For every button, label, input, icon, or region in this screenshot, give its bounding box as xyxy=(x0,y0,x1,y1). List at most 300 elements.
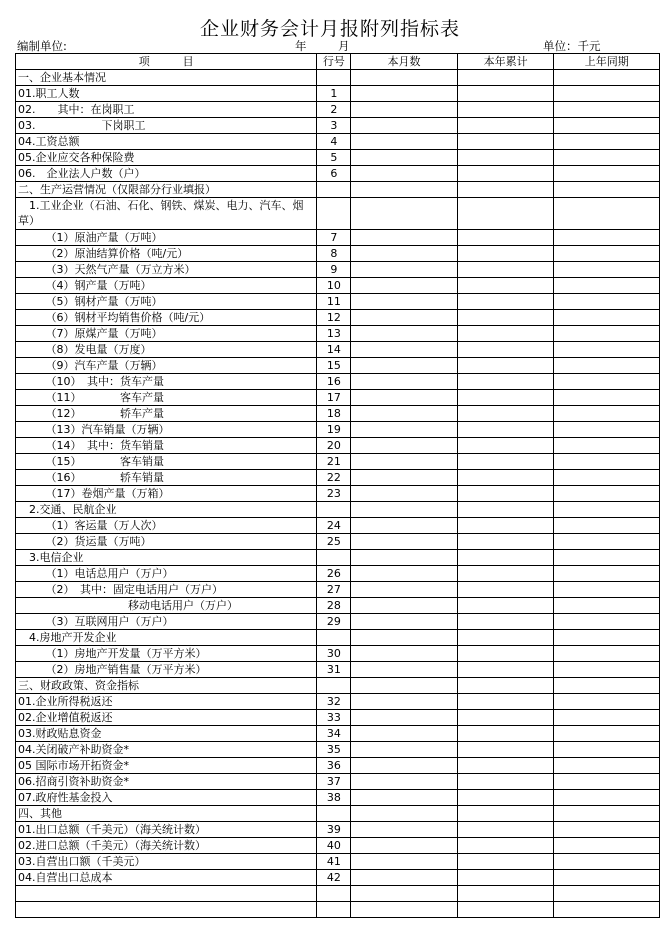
item-cell: 03.财政贴息资金 xyxy=(16,726,317,742)
current-month-cell[interactable] xyxy=(351,182,457,198)
year-to-date-cell[interactable] xyxy=(457,390,554,406)
current-month-cell[interactable] xyxy=(351,534,457,550)
line-no-cell xyxy=(317,198,351,230)
year-to-date-cell[interactable] xyxy=(457,630,554,646)
year-to-date-cell[interactable] xyxy=(457,582,554,598)
item-cell: （6）钢材平均销售价格（吨/元） xyxy=(16,310,317,326)
year-to-date-cell[interactable] xyxy=(457,470,554,486)
current-month-cell[interactable] xyxy=(351,134,457,150)
line-no-cell: 11 xyxy=(317,294,351,310)
blank-grid-cell xyxy=(351,886,457,902)
current-month-cell[interactable] xyxy=(351,166,457,182)
item-cell: 01.出口总额（千美元）（海关统计数） xyxy=(16,822,317,838)
year-to-date-cell[interactable] xyxy=(457,294,554,310)
line-no-cell xyxy=(317,70,351,86)
current-month-cell[interactable] xyxy=(351,598,457,614)
line-no-cell: 23 xyxy=(317,486,351,502)
prior-year-cell[interactable] xyxy=(554,310,660,326)
line-no-cell: 39 xyxy=(317,822,351,838)
prior-year-cell[interactable] xyxy=(554,678,660,694)
prior-year-cell[interactable] xyxy=(554,230,660,246)
item-cell: 05 国际市场开拓资金* xyxy=(16,758,317,774)
table-row xyxy=(16,118,660,134)
line-no-cell xyxy=(317,678,351,694)
item-cell: （12） 轿车产量 xyxy=(16,406,317,422)
line-no-cell: 32 xyxy=(317,694,351,710)
current-month-cell[interactable] xyxy=(351,806,457,822)
header-prior-year: 上年同期 xyxy=(554,54,660,70)
year-to-date-cell[interactable] xyxy=(457,822,554,838)
current-month-cell[interactable] xyxy=(351,438,457,454)
year-to-date-cell[interactable] xyxy=(457,518,554,534)
blank-grid-cell xyxy=(16,902,317,918)
item-cell: （4）钢产量（万吨） xyxy=(16,278,317,294)
prior-year-cell[interactable] xyxy=(554,182,660,198)
line-no-cell: 3 xyxy=(317,118,351,134)
year-to-date-cell[interactable] xyxy=(457,374,554,390)
current-month-cell[interactable] xyxy=(351,550,457,566)
current-month-cell[interactable] xyxy=(351,118,457,134)
prior-year-cell[interactable] xyxy=(554,582,660,598)
table-row xyxy=(16,486,660,502)
table-row xyxy=(16,342,660,358)
blank-grid-cell xyxy=(317,886,351,902)
prior-year-cell[interactable] xyxy=(554,70,660,86)
year-to-date-cell[interactable] xyxy=(457,310,554,326)
item-cell: 1.工业企业（石油、石化、钢铁、煤炭、电力、汽车、烟草） xyxy=(16,198,317,230)
current-month-cell[interactable] xyxy=(351,854,457,870)
current-month-cell[interactable] xyxy=(351,230,457,246)
year-to-date-cell[interactable] xyxy=(457,134,554,150)
header-line-no: 行号 xyxy=(317,54,351,70)
current-month-cell[interactable] xyxy=(351,630,457,646)
year-to-date-cell[interactable] xyxy=(457,502,554,518)
table-row xyxy=(16,390,660,406)
current-month-cell[interactable] xyxy=(351,102,457,118)
prior-year-cell[interactable] xyxy=(554,102,660,118)
line-no-cell: 26 xyxy=(317,566,351,582)
prior-year-cell[interactable] xyxy=(554,438,660,454)
table-row xyxy=(16,614,660,630)
year-to-date-cell[interactable] xyxy=(457,598,554,614)
current-month-cell[interactable] xyxy=(351,870,457,886)
table-row xyxy=(16,374,660,390)
prior-year-cell[interactable] xyxy=(554,630,660,646)
current-month-cell[interactable] xyxy=(351,326,457,342)
table-row xyxy=(16,646,660,662)
table-row xyxy=(16,246,660,262)
year-to-date-cell[interactable] xyxy=(457,150,554,166)
line-no-cell: 18 xyxy=(317,406,351,422)
item-cell: 移动电话用户（万户） xyxy=(16,598,317,614)
item-cell: （2）货运量（万吨） xyxy=(16,534,317,550)
prior-year-cell[interactable] xyxy=(554,150,660,166)
prior-year-cell[interactable] xyxy=(554,726,660,742)
current-month-cell[interactable] xyxy=(351,374,457,390)
current-month-cell[interactable] xyxy=(351,774,457,790)
table-row xyxy=(16,102,660,118)
item-cell: （13）汽车销量（万辆） xyxy=(16,422,317,438)
year-to-date-cell[interactable] xyxy=(457,694,554,710)
year-to-date-cell[interactable] xyxy=(457,742,554,758)
line-no-cell: 35 xyxy=(317,742,351,758)
year-to-date-cell[interactable] xyxy=(457,870,554,886)
table-row xyxy=(16,422,660,438)
table-row xyxy=(16,326,660,342)
table-row xyxy=(16,630,660,646)
year-to-date-cell[interactable] xyxy=(457,614,554,630)
line-no-cell: 30 xyxy=(317,646,351,662)
item-cell: 07.政府性基金投入 xyxy=(16,790,317,806)
current-month-cell[interactable] xyxy=(351,150,457,166)
table-row xyxy=(16,550,660,566)
year-to-date-cell[interactable] xyxy=(457,230,554,246)
current-month-cell[interactable] xyxy=(351,470,457,486)
line-no-cell: 37 xyxy=(317,774,351,790)
item-cell: （15） 客车销量 xyxy=(16,454,317,470)
item-cell: 03.自营出口额（千美元） xyxy=(16,854,317,870)
prior-year-cell[interactable] xyxy=(554,598,660,614)
current-month-cell[interactable] xyxy=(351,310,457,326)
prior-year-cell[interactable] xyxy=(554,374,660,390)
prior-year-cell[interactable] xyxy=(554,294,660,310)
current-month-cell[interactable] xyxy=(351,710,457,726)
table-row xyxy=(16,758,660,774)
prior-year-cell[interactable] xyxy=(554,694,660,710)
current-month-cell[interactable] xyxy=(351,294,457,310)
line-no-cell: 14 xyxy=(317,342,351,358)
line-no-cell: 27 xyxy=(317,582,351,598)
prior-year-cell[interactable] xyxy=(554,646,660,662)
year-to-date-cell[interactable] xyxy=(457,70,554,86)
item-cell: （1）电话总用户（万户） xyxy=(16,566,317,582)
table-row xyxy=(16,694,660,710)
table-row xyxy=(16,566,660,582)
current-month-cell[interactable] xyxy=(351,198,457,230)
item-cell: （5）钢材产量（万吨） xyxy=(16,294,317,310)
item-cell: （11） 客车产量 xyxy=(16,390,317,406)
prior-year-cell[interactable] xyxy=(554,406,660,422)
year-to-date-cell[interactable] xyxy=(457,262,554,278)
prior-year-cell[interactable] xyxy=(554,502,660,518)
item-cell: 二、生产运营情况（仅限部分行业填报） xyxy=(16,182,317,198)
table-row xyxy=(16,710,660,726)
line-no-cell: 17 xyxy=(317,390,351,406)
current-month-cell[interactable] xyxy=(351,662,457,678)
prior-year-cell[interactable] xyxy=(554,454,660,470)
line-no-cell: 22 xyxy=(317,470,351,486)
prior-year-cell[interactable] xyxy=(554,614,660,630)
blank-grid-cell xyxy=(554,902,660,918)
item-cell: （7）原煤产量（万吨） xyxy=(16,326,317,342)
year-to-date-cell[interactable] xyxy=(457,182,554,198)
current-month-cell[interactable] xyxy=(351,838,457,854)
prior-year-cell[interactable] xyxy=(554,662,660,678)
line-no-cell xyxy=(317,630,351,646)
table-row xyxy=(16,518,660,534)
year-to-date-cell[interactable] xyxy=(457,118,554,134)
year-to-date-cell[interactable] xyxy=(457,662,554,678)
item-cell: 06.招商引资补助资金* xyxy=(16,774,317,790)
line-no-cell: 38 xyxy=(317,790,351,806)
prior-year-cell[interactable] xyxy=(554,518,660,534)
blank-grid-row xyxy=(16,886,660,902)
table-row xyxy=(16,822,660,838)
header-current-month: 本月数 xyxy=(351,54,457,70)
current-month-cell[interactable] xyxy=(351,262,457,278)
blank-grid-cell xyxy=(317,902,351,918)
line-no-cell: 36 xyxy=(317,758,351,774)
current-month-cell[interactable] xyxy=(351,246,457,262)
current-month-cell[interactable] xyxy=(351,406,457,422)
prior-year-cell[interactable] xyxy=(554,118,660,134)
currency-unit-label: 单位：千元 xyxy=(543,39,601,53)
prior-year-cell[interactable] xyxy=(554,486,660,502)
item-cell: 05.企业应交各种保险费 xyxy=(16,150,317,166)
prior-year-cell[interactable] xyxy=(554,550,660,566)
line-no-cell xyxy=(317,550,351,566)
prior-year-cell[interactable] xyxy=(554,134,660,150)
prior-year-cell[interactable] xyxy=(554,198,660,230)
prior-year-cell[interactable] xyxy=(554,822,660,838)
current-month-cell[interactable] xyxy=(351,694,457,710)
year-to-date-cell[interactable] xyxy=(457,838,554,854)
prior-year-cell[interactable] xyxy=(554,534,660,550)
line-no-cell xyxy=(317,806,351,822)
line-no-cell xyxy=(317,182,351,198)
item-cell: 06. 企业法人户数（户） xyxy=(16,166,317,182)
prior-year-cell[interactable] xyxy=(554,246,660,262)
table-row xyxy=(16,806,660,822)
table-row xyxy=(16,742,660,758)
item-cell: 四、其他 xyxy=(16,806,317,822)
item-cell: 03. 下岗职工 xyxy=(16,118,317,134)
prior-year-cell[interactable] xyxy=(554,790,660,806)
item-cell: 01.职工人数 xyxy=(16,86,317,102)
current-month-cell[interactable] xyxy=(351,822,457,838)
table-row xyxy=(16,854,660,870)
table-row xyxy=(16,678,660,694)
current-month-cell[interactable] xyxy=(351,390,457,406)
year-to-date-cell[interactable] xyxy=(457,854,554,870)
table-row xyxy=(16,86,660,102)
table-header-row xyxy=(16,54,660,70)
item-cell: 04.自营出口总成本 xyxy=(16,870,317,886)
current-month-cell[interactable] xyxy=(351,582,457,598)
prior-year-cell[interactable] xyxy=(554,854,660,870)
item-cell: （2）原油结算价格（吨/元） xyxy=(16,246,317,262)
year-to-date-cell[interactable] xyxy=(457,454,554,470)
current-month-cell[interactable] xyxy=(351,502,457,518)
current-month-cell[interactable] xyxy=(351,646,457,662)
year-to-date-cell[interactable] xyxy=(457,774,554,790)
prior-year-cell[interactable] xyxy=(554,86,660,102)
item-cell: （9）汽车产量（万辆） xyxy=(16,358,317,374)
item-cell: （1）客运量（万人次） xyxy=(16,518,317,534)
line-no-cell: 5 xyxy=(317,150,351,166)
blank-grid-cell xyxy=(457,902,554,918)
item-cell: （14） 其中：货车销量 xyxy=(16,438,317,454)
year-to-date-cell[interactable] xyxy=(457,422,554,438)
table-row xyxy=(16,182,660,198)
prior-year-cell[interactable] xyxy=(554,742,660,758)
year-to-date-cell[interactable] xyxy=(457,246,554,262)
line-no-cell: 33 xyxy=(317,710,351,726)
blank-grid-cell xyxy=(16,886,317,902)
item-cell: （2）房地产销售量（万平方米） xyxy=(16,662,317,678)
table-row xyxy=(16,470,660,486)
year-to-date-cell[interactable] xyxy=(457,278,554,294)
current-month-cell[interactable] xyxy=(351,678,457,694)
prior-year-cell[interactable] xyxy=(554,470,660,486)
item-cell: 04.关闭破产补助资金* xyxy=(16,742,317,758)
line-no-cell: 15 xyxy=(317,358,351,374)
item-cell: 一、企业基本情况 xyxy=(16,70,317,86)
prior-year-cell[interactable] xyxy=(554,710,660,726)
item-cell: 3.电信企业 xyxy=(16,550,317,566)
year-to-date-cell[interactable] xyxy=(457,342,554,358)
prior-year-cell[interactable] xyxy=(554,278,660,294)
table-row xyxy=(16,662,660,678)
indicator-table xyxy=(15,53,660,918)
prior-year-cell[interactable] xyxy=(554,870,660,886)
current-month-cell[interactable] xyxy=(351,486,457,502)
table-row xyxy=(16,70,660,86)
current-month-cell[interactable] xyxy=(351,758,457,774)
prior-year-cell[interactable] xyxy=(554,806,660,822)
prior-year-cell[interactable] xyxy=(554,566,660,582)
year-to-date-cell[interactable] xyxy=(457,646,554,662)
year-to-date-cell[interactable] xyxy=(457,566,554,582)
table-row xyxy=(16,726,660,742)
table-row xyxy=(16,278,660,294)
prior-year-cell[interactable] xyxy=(554,166,660,182)
line-no-cell: 21 xyxy=(317,454,351,470)
item-cell: （2） 其中：固定电话用户（万户） xyxy=(16,582,317,598)
year-to-date-cell[interactable] xyxy=(457,326,554,342)
item-cell: 02. 其中：在岗职工 xyxy=(16,102,317,118)
year-to-date-cell[interactable] xyxy=(457,198,554,230)
line-no-cell: 31 xyxy=(317,662,351,678)
year-to-date-cell[interactable] xyxy=(457,758,554,774)
reporting-unit-label: 编制单位: xyxy=(17,39,67,53)
current-month-cell[interactable] xyxy=(351,726,457,742)
item-cell: （16） 轿车销量 xyxy=(16,470,317,486)
current-month-cell[interactable] xyxy=(351,566,457,582)
year-to-date-cell[interactable] xyxy=(457,806,554,822)
table-row xyxy=(16,294,660,310)
table-row xyxy=(16,838,660,854)
prior-year-cell[interactable] xyxy=(554,838,660,854)
item-cell: 2.交通、民航企业 xyxy=(16,502,317,518)
current-month-cell[interactable] xyxy=(351,358,457,374)
table-row xyxy=(16,502,660,518)
item-cell: （3）互联网用户（万户） xyxy=(16,614,317,630)
prior-year-cell[interactable] xyxy=(554,422,660,438)
year-label: 年 xyxy=(295,39,307,53)
line-no-cell: 6 xyxy=(317,166,351,182)
blank-grid-cell xyxy=(457,886,554,902)
item-cell: （3）天然气产量（万立方米） xyxy=(16,262,317,278)
current-month-cell[interactable] xyxy=(351,70,457,86)
blank-grid-cell xyxy=(554,886,660,902)
table-row xyxy=(16,358,660,374)
year-to-date-cell[interactable] xyxy=(457,438,554,454)
current-month-cell[interactable] xyxy=(351,86,457,102)
year-to-date-cell[interactable] xyxy=(457,726,554,742)
line-no-cell: 28 xyxy=(317,598,351,614)
year-to-date-cell[interactable] xyxy=(457,486,554,502)
table-row xyxy=(16,166,660,182)
line-no-cell: 13 xyxy=(317,326,351,342)
line-no-cell: 19 xyxy=(317,422,351,438)
blank-grid-cell xyxy=(351,902,457,918)
year-to-date-cell[interactable] xyxy=(457,358,554,374)
year-to-date-cell[interactable] xyxy=(457,166,554,182)
current-month-cell[interactable] xyxy=(351,454,457,470)
table-row xyxy=(16,870,660,886)
prior-year-cell[interactable] xyxy=(554,774,660,790)
prior-year-cell[interactable] xyxy=(554,342,660,358)
current-month-cell[interactable] xyxy=(351,790,457,806)
line-no-cell: 4 xyxy=(317,134,351,150)
page-title: 企业财务会计月报附列指标表 xyxy=(199,18,460,40)
line-no-cell: 20 xyxy=(317,438,351,454)
table-row xyxy=(16,774,660,790)
line-no-cell xyxy=(317,502,351,518)
year-to-date-cell[interactable] xyxy=(457,710,554,726)
prior-year-cell[interactable] xyxy=(554,758,660,774)
current-month-cell[interactable] xyxy=(351,278,457,294)
line-no-cell: 24 xyxy=(317,518,351,534)
current-month-cell[interactable] xyxy=(351,614,457,630)
year-to-date-cell[interactable] xyxy=(457,790,554,806)
table-row xyxy=(16,438,660,454)
item-cell: 三、财政政策、资金指标 xyxy=(16,678,317,694)
year-to-date-cell[interactable] xyxy=(457,102,554,118)
table-row xyxy=(16,150,660,166)
line-no-cell: 40 xyxy=(317,838,351,854)
year-to-date-cell[interactable] xyxy=(457,678,554,694)
year-to-date-cell[interactable] xyxy=(457,86,554,102)
prior-year-cell[interactable] xyxy=(554,358,660,374)
current-month-cell[interactable] xyxy=(351,742,457,758)
current-month-cell[interactable] xyxy=(351,518,457,534)
prior-year-cell[interactable] xyxy=(554,390,660,406)
blank-grid-row xyxy=(16,902,660,918)
prior-year-cell[interactable] xyxy=(554,326,660,342)
table-row xyxy=(16,598,660,614)
line-no-cell: 10 xyxy=(317,278,351,294)
item-cell: （1）原油产量（万吨） xyxy=(16,230,317,246)
year-to-date-cell[interactable] xyxy=(457,550,554,566)
item-cell: 02.企业增值税返还 xyxy=(16,710,317,726)
table-row xyxy=(16,310,660,326)
table-row xyxy=(16,406,660,422)
table-row xyxy=(16,198,660,230)
line-no-cell: 1 xyxy=(317,86,351,102)
prior-year-cell[interactable] xyxy=(554,262,660,278)
year-to-date-cell[interactable] xyxy=(457,534,554,550)
line-no-cell: 25 xyxy=(317,534,351,550)
line-no-cell: 12 xyxy=(317,310,351,326)
year-to-date-cell[interactable] xyxy=(457,406,554,422)
current-month-cell[interactable] xyxy=(351,422,457,438)
item-cell: 02.进口总额（千美元）（海关统计数） xyxy=(16,838,317,854)
line-no-cell: 9 xyxy=(317,262,351,278)
table-row xyxy=(16,134,660,150)
current-month-cell[interactable] xyxy=(351,342,457,358)
